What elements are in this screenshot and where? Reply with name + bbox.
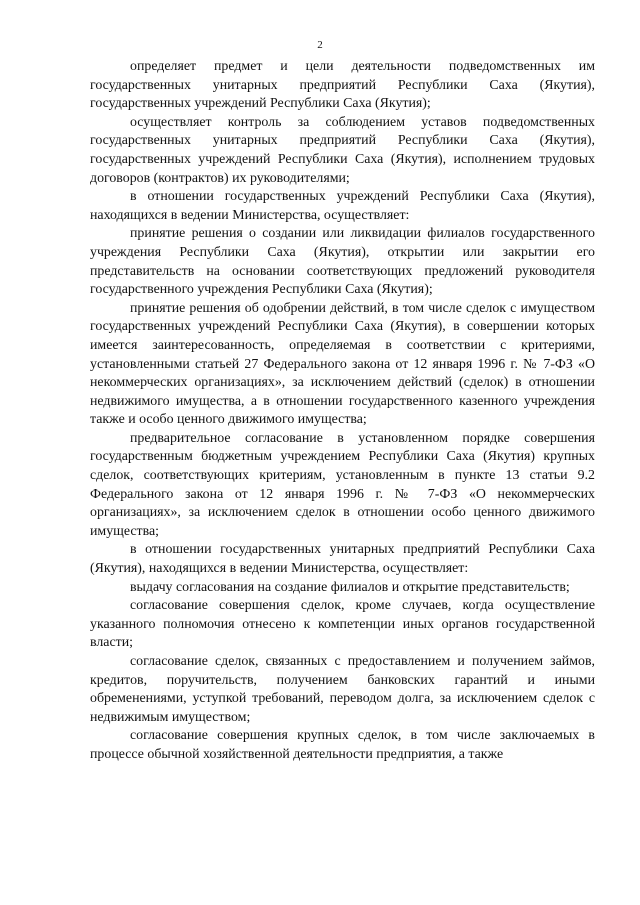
- paragraph: в отношении государственных учреждений Республики Саха (Якутия), находящихся в ведении Министерства, осуществляет:: [90, 189, 595, 223]
- document-body: [90, 58, 595, 765]
- paragraph: согласование совершения крупных сделок, в том числе заключаемых в процессе обычной хозяйственной деятельности предприятия, а также: [90, 728, 595, 762]
- paragraph: предварительное согласование в установленном порядке совершения государственным бюджетным учреждением Республики Саха (Якутия) крупных сделок, соответствующих критериям, установленным в пункте 13 статьи 9.2 Федерального закона от 12 января 1996 г. № 7-ФЗ «О некоммерческих организациях», за исключением сделок в отношении особо ценного движимого имущества;: [90, 430, 595, 539]
- paragraph: выдачу согласования на создание филиалов и открытие представительств;: [130, 579, 570, 595]
- paragraph: осуществляет контроль за соблюдением уставов подведомственных государственных унитарных предприятий Республики Саха (Якутия), государственных учреждений Республики Саха (Якутия), исполнением трудовых договоров (контрактов) их руководителями;: [90, 114, 595, 186]
- paragraph: определяет предмет и цели деятельности подведомственных им государственных унитарных предприятий Республики Саха (Якутия), государственных учреждений Республики Саха (Якутия);: [90, 59, 595, 112]
- page-number: 2: [317, 39, 323, 51]
- paragraph: согласование сделок, связанных с предоставлением и получением займов, кредитов, поручительств, получением банковских гарантий и иными обременениями, уступкой требований, переводом долга, за исключением сделок с недвижимым имуществом;: [90, 654, 595, 725]
- paragraph: в отношении государственных унитарных предприятий Республики Саха (Якутия), находящихся в ведении Министерства, осуществляет:: [90, 542, 595, 577]
- paragraph: согласование совершения сделок, кроме случаев, когда осуществление указанного полномочия отнесено к компетенции иных органов государственной власти;: [90, 598, 595, 651]
- paragraph: принятие решения об одобрении действий, в том числе сделок с имуществом государственных учреждений Республики Саха (Якутия), в совершении которых имеется заинтересованность, определяемая в соответствии с критериями, установленными статьей 27 Федерального закона от 12 января 1996 г. № 7-ФЗ «О некоммерческих организациях», за исключением действий (сделок) в отношении недвижимого имущества, а в отношении государственного казенного учреждения также и особо ценного движимого имущества;: [90, 300, 595, 428]
- paragraph: принятие решения о создании или ликвидации филиалов государственного учреждения Республики Саха (Якутия), открытии или закрытии его представительств на основании соответствующих предложений руководителя государственного учреждения Республики Саха (Якутия);: [90, 226, 595, 298]
